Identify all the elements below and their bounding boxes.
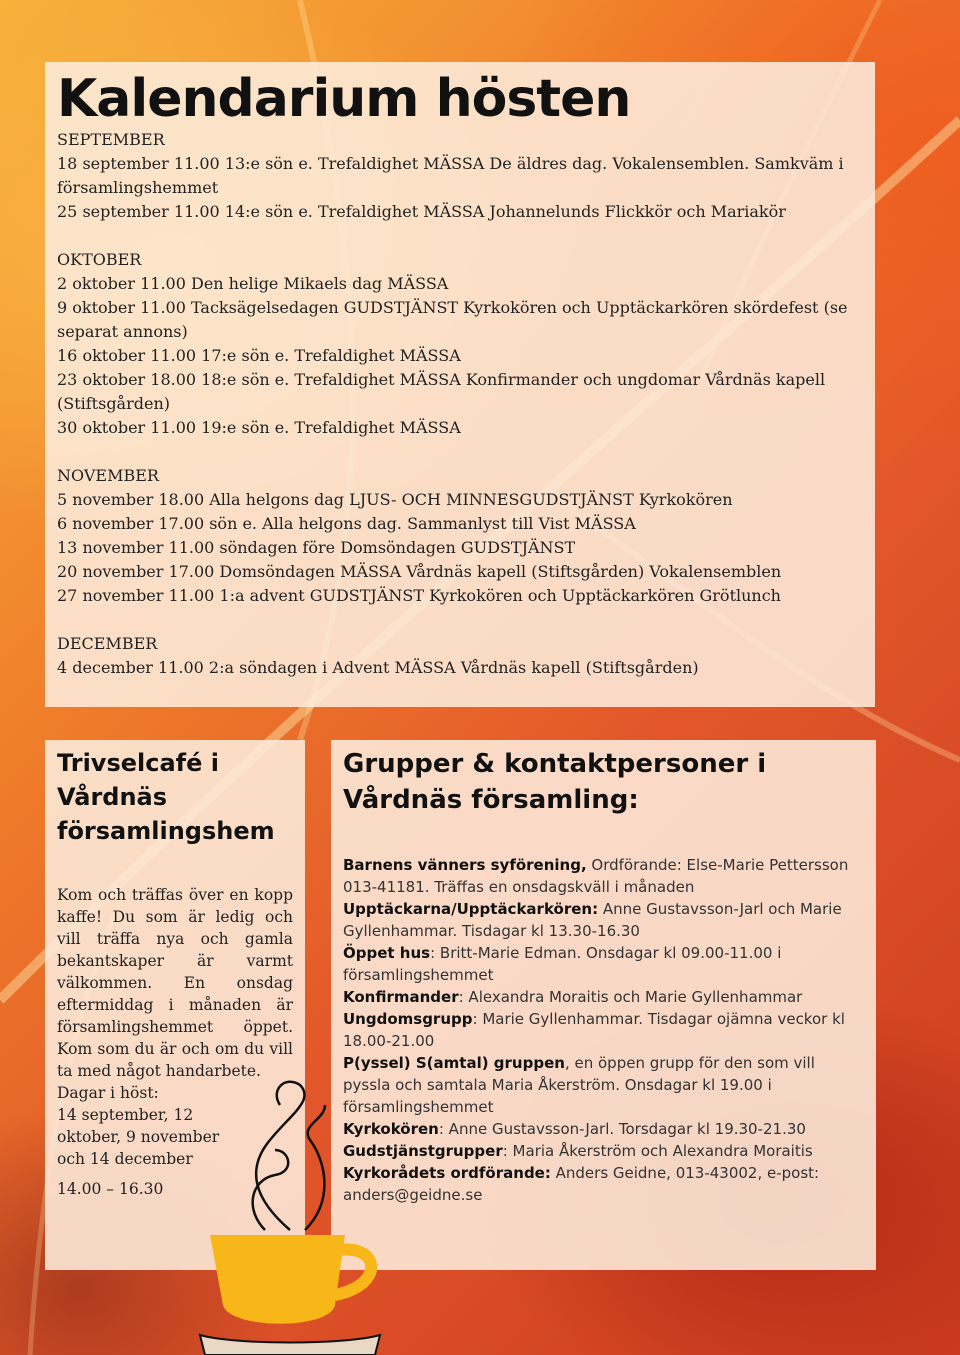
group-entry xyxy=(343,854,864,898)
calendar-event: 27 november 11.00 1:a advent GUDSTJÄNST Kyrkokören och Upptäckarkören Grötlunch xyxy=(57,586,781,605)
month-heading: OKTOBER xyxy=(57,250,142,269)
calendar-event: 20 november 17.00 Domsöndagen MÄSSA Vårdnäs kapell (Stiftsgården) Vokalensemblen xyxy=(57,562,782,581)
calendar-event: 30 oktober 11.00 19:e sön e. Trefaldighet MÄSSA xyxy=(57,418,461,437)
cafe-title: Trivselcafé i Vårdnäs församlingshem xyxy=(57,749,275,845)
group-name: Ungdomsgrupp xyxy=(343,1010,473,1028)
group-details: Anne Gustavsson-Jarl och Marie Gyllenhammar. Tisdagar kl 13.30-16.30 xyxy=(343,900,842,940)
month-november xyxy=(57,464,863,608)
group-details: , en öppen grupp för den som vill pyssla och samtala Maria Åkerström. Onsdagar kl 19.00 i församlingshemmet xyxy=(343,1054,815,1116)
group-details: : Marie Gyllenhammar. Tisdagar ojämna veckor kl 18.00-21.00 xyxy=(343,1010,845,1050)
coffee-cup-icon xyxy=(195,1080,385,1355)
cafe-description: Kom och träffas över en kopp kaffe! Du som är ledig och vill träffa nya och gamla bekantskaper är varmt välkommen. En onsdag eftermiddag i månaden är församlingshemmet öppet. Kom som du är och om du vill ta med något handarbete. xyxy=(57,886,293,1080)
calendar-event: 2 oktober 11.00 Den helige Mikaels dag MÄSSA xyxy=(57,274,449,293)
group-details: : Britt-Marie Edman. Onsdagar kl 09.00-11.00 i församlingshemmet xyxy=(343,944,782,984)
calendar-event: 18 september 11.00 13:e sön e. Trefaldighet MÄSSA De äldres dag. Vokalensemblen. Samkväm i församlingshemmet xyxy=(57,154,844,197)
calendar-event: 4 december 11.00 2:a söndagen i Advent MÄSSA Vårdnäs kapell (Stiftsgården) xyxy=(57,658,699,677)
month-heading: SEPTEMBER xyxy=(57,130,165,149)
calendar-event: 13 november 11.00 söndagen före Domsöndagen GUDSTJÄNST xyxy=(57,538,576,557)
calendar-panel xyxy=(45,62,875,707)
group-details: : Maria Åkerström och Alexandra Moraitis xyxy=(502,1142,813,1160)
group-name: Kyrkorådets ordförande: xyxy=(343,1164,551,1182)
cafe-time: 14.00 – 16.30 xyxy=(57,1180,164,1198)
groups-title: Grupper & kontaktpersoner i Vårdnäs församling: xyxy=(343,749,767,815)
group-name: Barnens vänners syförening, xyxy=(343,856,587,874)
calendar-event: 16 oktober 11.00 17:e sön e. Trefaldighet MÄSSA xyxy=(57,346,461,365)
group-entry xyxy=(343,1118,864,1140)
group-name: Upptäckarna/Upptäckarkören: xyxy=(343,900,599,918)
calendar-event: 5 november 18.00 Alla helgons dag LJUS- OCH MINNESGUDSTJÄNST Kyrkokören xyxy=(57,490,733,509)
group-entry xyxy=(343,1162,864,1206)
calendar-event: 23 oktober 18.00 18:e sön e. Trefaldighet MÄSSA Konfirmander och ungdomar Vårdnäs kapell (Stiftsgården) xyxy=(57,370,826,413)
groups-panel xyxy=(331,740,876,1270)
group-name: Konfirmander xyxy=(343,988,459,1006)
group-details: Anders Geidne, 013-43002, e-post: anders@geidne.se xyxy=(343,1164,820,1204)
group-details: : Anne Gustavsson-Jarl. Torsdagar kl 19.30-21.30 xyxy=(438,1120,806,1138)
group-name: Öppet hus xyxy=(343,944,431,962)
group-details: : Alexandra Moraitis och Marie Gyllenhammar xyxy=(458,988,803,1006)
steam-swirl-icon xyxy=(253,1082,325,1230)
group-entry xyxy=(343,1140,864,1162)
group-entry xyxy=(343,898,864,942)
calendar-event: 25 september 11.00 14:e sön e. Trefaldighet MÄSSA Johannelunds Flickkör och Mariakör xyxy=(57,202,786,221)
group-name: P(yssel) S(amtal) gruppen xyxy=(343,1054,565,1072)
month-heading: NOVEMBER xyxy=(57,466,159,485)
month-september xyxy=(57,128,863,224)
calendar-event: 9 oktober 11.00 Tacksägelsedagen GUDSTJÄNST Kyrkokören och Upptäckarkören skördefest (se separat annons) xyxy=(57,298,848,341)
group-name: Gudstjänstgrupper xyxy=(343,1142,503,1160)
groups-list xyxy=(343,854,864,1206)
group-entry xyxy=(343,942,864,986)
calendar-event: 6 november 17.00 sön e. Alla helgons dag. Sammanlyst till Vist MÄSSA xyxy=(57,514,636,533)
group-entry xyxy=(343,1008,864,1052)
cafe-days-label: Dagar i höst: xyxy=(57,1084,159,1102)
cafe-days: 14 september, 12 oktober, 9 november och 14 december xyxy=(57,1106,220,1168)
group-entry xyxy=(343,986,864,1008)
group-details: Ordförande: Else-Marie Pettersson 013-41181. Träffas en onsdagskväll i månaden xyxy=(343,856,849,896)
group-entry xyxy=(343,1052,864,1118)
month-october xyxy=(57,248,863,440)
group-name: Kyrkokören xyxy=(343,1120,439,1138)
calendar-title: Kalendarium hösten xyxy=(57,69,631,129)
month-heading: DECEMBER xyxy=(57,634,158,653)
month-december xyxy=(57,632,863,680)
